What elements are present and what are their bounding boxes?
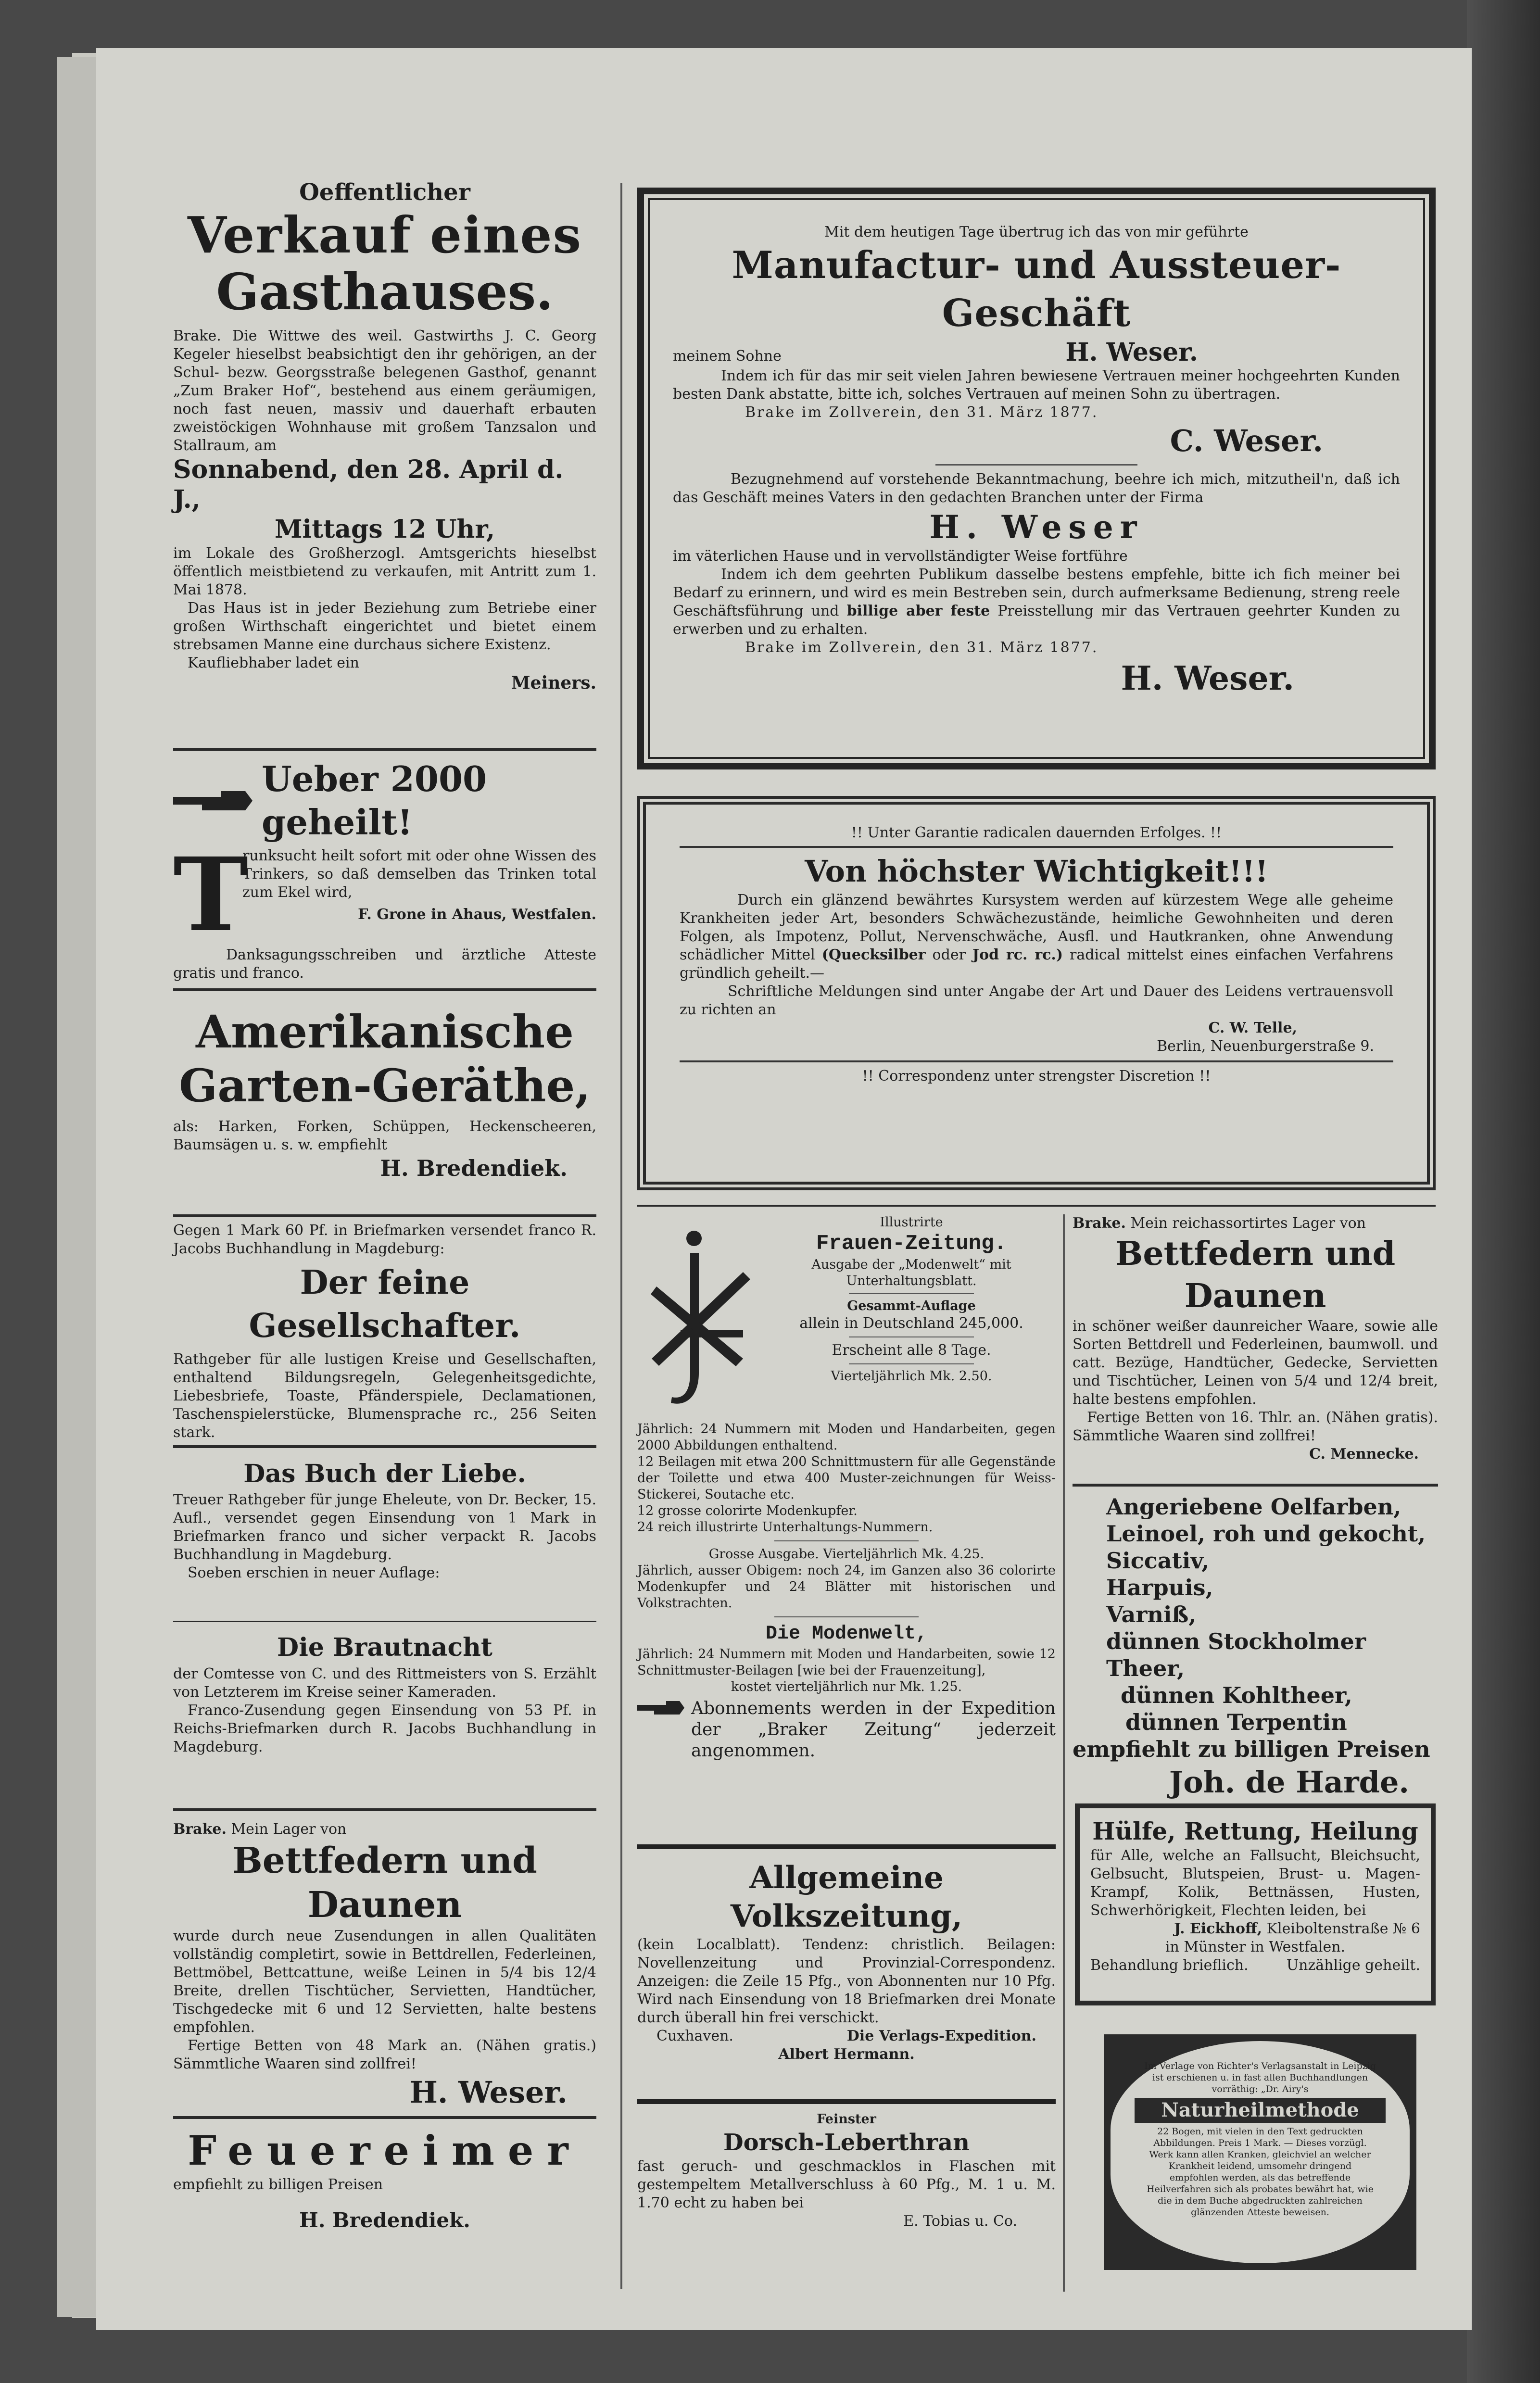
- ad-title: Gasthauses.: [216, 262, 554, 321]
- ad-body-part: Preisstellung mir das Vertrauen geehrter Kunden zu erwerben und zu erhalten.: [673, 603, 1401, 638]
- ad-brautnacht: [173, 1630, 596, 1799]
- product-item: Harpuis,: [1106, 1575, 1213, 1601]
- ad-place: Brake im Zollverein, den 31. März 1877.: [745, 639, 1098, 656]
- ad-body: 12 grosse colorirte Modenkupfer.: [637, 1503, 858, 1518]
- ad-kicker: Oeffentlicher: [299, 179, 470, 206]
- product-item: Varniß,: [1106, 1601, 1197, 1627]
- ad-signature: H. Weser.: [1121, 659, 1294, 698]
- divider-line: [849, 1336, 974, 1337]
- ad-kicker: Illustrirte: [880, 1215, 943, 1230]
- pointing-hand-icon: [637, 1698, 685, 1717]
- ad-body: in schöner weißer daunreicher Waare, sowie alle Sorten Bettdrell und Federleinen, baumwoll. und catt. Bezüge, Handtücher, Gedecke, Servietten und Tischtücher, Leinen von 5/4 und 12/4 breit, halte bestens empfohlen.: [1073, 1318, 1438, 1408]
- ad-date: Sonnabend, den 28. April d. J.,: [173, 455, 564, 514]
- ad-emphasis: Jod rc. rc.): [972, 946, 1063, 963]
- monogram-logo-icon: [637, 1214, 767, 1421]
- ad-body: (kein Localblatt). Tendenz: christlich. Beilagen: Novellenzeitung und Provinzial-Correspondenz. Anzeigen: die Zeile 15 Pfg., von Abonnenten nur 10 Pfg. Wird nach Einsendung von 18 Briefmarken drei Monate durch überall hin frei verschickt.: [637, 1936, 1056, 2026]
- ad-title: Amerikanische: [196, 1006, 574, 1059]
- product-item: Angeriebene Oelfarben,: [1106, 1494, 1401, 1520]
- ad-signature: Die Verlags-Expedition.: [846, 2028, 1036, 2044]
- ad-body-part: Durch ein glänzend bewährtes Kursystem werden auf kürzestem Wege alle geheime Krankheiten jeder Art, besonders Schwächezustände, heimliche Gewohnheiten und deren Folgen, als Impotenz, Pollut, Nervenschwäche, Ausfl. und Hautkranken, ohne Anwendung schädlicher Mittel: [680, 892, 1393, 963]
- ad-initial: T: [173, 835, 249, 954]
- ad-separator: [173, 1808, 596, 1811]
- ad-oval-frame: [1111, 2041, 1410, 2263]
- ad-body: Im Verlage von Richter's Verlagsanstalt in Leipzig ist erschienen u. in fast allen Buchhandlungen vorräthig: „Dr. Airy's: [1144, 2061, 1376, 2094]
- ad-feuereimer: [173, 2126, 596, 2270]
- ad-title: Manufactur- und Aussteuer-Geschäft: [732, 243, 1341, 335]
- ad-body-part: oder: [932, 946, 966, 963]
- product-item: dünnen Kohltheer,: [1121, 1682, 1352, 1708]
- divider-line: [849, 1363, 974, 1364]
- ad-time: Mittags 12 Uhr,: [274, 515, 495, 544]
- ad-gasthaus: [173, 178, 596, 755]
- ad-title: Bettfedern und Daunen: [232, 1840, 537, 1926]
- ad-emphasis: (Quecksilber: [821, 946, 926, 963]
- ad-separator: [1073, 1484, 1438, 1487]
- ad-body: Kaufliebhaber ladet ein: [188, 655, 359, 671]
- ad-body-part: radical mittelst eines einfachen Verfahrens gründlich geheilt.—: [680, 946, 1393, 982]
- divider-line: [849, 1293, 974, 1294]
- ad-trunksucht: [173, 757, 596, 983]
- ad-address: Kleiboltenstraße № 6: [1266, 1920, 1420, 1937]
- ad-title: Frauen-Zeitung.: [816, 1232, 1007, 1256]
- ad-body: Jährlich: 24 Nummern mit Moden und Handarbeiten, gegen 2000 Abbildungen enthaltend.: [637, 1422, 1056, 1453]
- ad-body: fast geruch- und geschmacklos in Flaschen mit gestempeltem Metallverschluss à 60 Pfg., M. 1 u. M. 1.70 echt zu haben bei: [637, 2158, 1056, 2211]
- ad-title: Verkauf eines: [187, 205, 582, 265]
- ad-intro: Mit dem heutigen Tage übertrug ich das von mir geführte: [824, 224, 1249, 240]
- pointing-hand-icon: [173, 786, 255, 815]
- ad-lead: Brake.: [173, 1821, 227, 1838]
- ad-eickhoff: [1075, 1803, 1436, 2005]
- ad-body: Abonnements werden in der Expedition der „Braker Zeitung“ jederzeit angenommen.: [691, 1699, 1056, 1761]
- ad-body: Das Haus ist in jeder Beziehung zum Betriebe einer großen Wirthschaft eingerichtet und bietet einem strebsamen Manne eine durchaus sichere Existenz.: [173, 600, 596, 653]
- ad-lead-text: Mein Lager von: [231, 1821, 347, 1838]
- ad-body: Danksagungsschreiben und ärztliche Atteste gratis und franco.: [173, 946, 596, 982]
- ad-separator: [173, 748, 596, 751]
- binding-shadow: [1467, 0, 1540, 2383]
- ad-signature: E. Tobias u. Co.: [903, 2213, 1017, 2230]
- divider-line: [774, 1616, 919, 1617]
- ad-body: Gesammt-Auflage: [847, 1299, 976, 1313]
- product-item: Siccativ,: [1106, 1548, 1210, 1574]
- ad-address-line: [1090, 1920, 1420, 1938]
- ad-son-name: H. Weser.: [1065, 338, 1198, 367]
- ad-address: Berlin, Neuenburgerstraße 9.: [1157, 1038, 1374, 1055]
- ad-bettfedern-weser: [173, 1820, 596, 2114]
- ad-body: 12 Beilagen mit etwa 200 Schnittmustern für alle Gegenstände der Toilette und etwa 400 Muster-zeichnungen für Weiss-Stickerei, Soutache etc.: [637, 1454, 1056, 1502]
- ad-buch-der-liebe: [173, 1457, 596, 1621]
- ad-volkszeitung: [637, 1844, 1056, 2104]
- ad-separator: [173, 1621, 596, 1622]
- ad-body: allein in Deutschland 245,000.: [799, 1315, 1023, 1332]
- ad-footer-line: !! Correspondenz unter strengster Discretion !!: [862, 1068, 1211, 1084]
- ad-lead: Brake.: [1073, 1215, 1126, 1232]
- ad-header-line: !! Unter Garantie radicalen dauernden Erfolges. !!: [851, 824, 1222, 841]
- ad-title: Naturheilmethode: [1135, 2098, 1386, 2123]
- ad-body: 24 reich illustrirte Unterhaltungs-Nummern.: [637, 1520, 933, 1535]
- ad-body: Franco-Zusendung gegen Einsendung von 53 Pf. in Reichs-Briefmarken durch R. Jacobs Buchhandlung in Magdeburg.: [173, 1702, 596, 1755]
- ad-signature: H. Bredendiek.: [380, 1155, 568, 1181]
- ad-gartengeraethe: [173, 1005, 596, 1207]
- product-item: Leinoel, roh und gekocht,: [1106, 1521, 1426, 1547]
- ad-lead-line: [173, 1820, 596, 1839]
- ad-body: wurde durch neue Zusendungen in allen Qualitäten vollständig completirt, sowie in Bettdrellen, Federleinen, Bettmöbel, Bettcattune, weiße Leinen in 5/4 bis 12/4 Breite, drellen Tischtücher, Servietten, Handtücher, Tischgedecke mit 6 und 12 Servietten, halte bestens empfohlen.: [173, 1928, 596, 2036]
- ad-title: Der feine Gesellschafter.: [249, 1263, 521, 1345]
- ad-address: F. Grone in Ahaus, Westfalen.: [358, 906, 596, 923]
- ad-de-harde: [1073, 1493, 1438, 1801]
- ad-body: Grosse Ausgabe. Vierteljährlich Mk. 4.25.: [708, 1547, 985, 1562]
- ad-body: für Alle, welche an Fallsucht, Bleichsucht, Gelbsucht, Blutspeien, Brust- u. Magen-Krampf, Kolik, Bettnässen, Husten, Schwerhörigkeit, Flechten leiden, bei: [1090, 1847, 1420, 1919]
- divider-line: [774, 1540, 919, 1541]
- ad-body: Brake. Die Wittwe des weil. Gastwirths J. C. Georg Kegeler hieselbst beabsichtigt den ihr gehörigen, an der Schul- bezw. Georgsstraße belegenen Gasthof, genannt „Zum Braker Hof“, bestehend aus einem geräumigen, noch fast neuen, massiv und dauerhaft erbauten zweistöckigen Wohnhause mit großem Tanzsalon und Stallraum, am: [173, 328, 596, 454]
- ad-body: Erscheint alle 8 Tage.: [832, 1342, 991, 1359]
- divider-line: [680, 1060, 1393, 1062]
- ad-body: Bezugnehmend auf vorstehende Bekanntmachung, beehre ich mich, mitzutheil'n, daß ich das Geschäft meines Vaters in den gedachten Branchen unter der Firma: [673, 471, 1400, 506]
- ad-body: kostet vierteljährlich nur Mk. 1.25.: [731, 1679, 962, 1694]
- ad-body: Ausgabe der „Modenwelt“ mit Unterhaltungsblatt.: [811, 1257, 1011, 1288]
- divider-line: [935, 464, 1137, 466]
- ad-title: Ueber 2000 geheilt!: [262, 758, 487, 843]
- divider-line: [680, 846, 1393, 848]
- ad-body-part: Indem ich dem geehrten Publikum dasselbe bestens empfehle, bitte ich fich meiner bei Bedarf zu erinnern, und wird es mein Bestreben sein, durch aufmerksame Bedienung, streng reele Geschäftsführung und: [673, 566, 1400, 619]
- ad-place: Brake im Zollverein, den 31. März 1877.: [745, 404, 1098, 421]
- newspaper-page: [96, 48, 1472, 2330]
- ad-dorsch-leberthran: [637, 2111, 1056, 2294]
- ad-body: Soeben erschien in neuer Auflage:: [188, 1564, 440, 1581]
- ad-body: Fertige Betten von 48 Mark an. (Nähen gratis.) Sämmtliche Waaren sind zollfrei!: [173, 2037, 596, 2072]
- ad-son-label: meinem Sohne: [673, 348, 782, 365]
- ad-footnote: Unzählige geheilt.: [1286, 1957, 1420, 1974]
- ad-separator: [637, 1205, 1436, 1207]
- ad-bettfedern-mennecke: [1073, 1214, 1438, 1484]
- ad-place: Cuxhaven.: [656, 2028, 733, 2044]
- ad-footnote: Behandlung brieflich.: [1090, 1957, 1249, 1974]
- ad-separator: [173, 988, 596, 991]
- ad-body: Jährlich, ausser Obigem: noch 24, im Ganzen also 36 colorirte Modenkupfer und 24 Blätter mit historischen und Volkstrachten.: [637, 1563, 1056, 1611]
- column-divider: [620, 183, 622, 2289]
- ad-firm: H. Weser: [929, 508, 1144, 546]
- ad-title: Die Brautnacht: [277, 1633, 492, 1662]
- ad-weser-box: [637, 188, 1436, 769]
- ad-title: Dorsch-Leberthran: [723, 2129, 970, 2156]
- ad-body: als: Harken, Forken, Schüppen, Heckenscheeren, Baumsägen u. s. w. empfiehlt: [173, 1118, 596, 1153]
- ad-body: Gegen 1 Mark 60 Pf. in Briefmarken versendet franco R. Jacobs Buchhandlung in Magdeburg:: [173, 1222, 596, 1257]
- ad-lead-text: Mein reichassortirtes Lager von: [1130, 1215, 1366, 1232]
- ad-body: im Lokale des Großherzogl. Amtsgerichts hieselbst öffentlich meistbietend zu verkaufen, mit Antritt zum 1. Mai 1878.: [173, 545, 596, 598]
- ad-body: runksucht heilt sofort mit oder ohne Wissen des Trinkers, so daß demselben das Trinken total zum Ekel wird,: [242, 847, 596, 901]
- ad-emphasis: billige aber feste: [846, 603, 990, 619]
- ad-body: im väterlichen Hause und in vervollständigter Weise fortführe: [673, 548, 1128, 565]
- ad-separator: [173, 2116, 596, 2119]
- ad-body: [673, 566, 1400, 639]
- ad-body: 22 Bogen, mit vielen in den Text gedruckten Abbildungen. Preis 1 Mark. — Dieses vorzügl. Werk kann allen Kranken, gleichviel an welcher Krankheit leidend, umsomehr dringend empfohlen werden, als das betreffende Heilverfahren sich als probates bewährt hat, wie die in dem Buche abgedruckten zahlreichen glänzenden Atteste beweisen.: [1147, 2126, 1374, 2218]
- ad-separator: [173, 1214, 596, 1217]
- ad-signature: Albert Hermann.: [778, 2046, 915, 2063]
- ad-title: Das Buch der Liebe.: [243, 1459, 526, 1488]
- product-item: dünnen Terpentin: [1125, 1709, 1347, 1735]
- ad-lead-line: [1073, 1214, 1438, 1233]
- ad-signature: C. Mennecke.: [1309, 1446, 1419, 1463]
- ad-body: Schriftliche Meldungen sind unter Angabe der Art und Dauer des Leidens vertrauensvoll zu richten an: [680, 983, 1393, 1018]
- ad-signature: H. Bredendiek.: [299, 2208, 470, 2232]
- ad-naturheilmethode: [1104, 2034, 1416, 2270]
- ad-title: Die Modenwelt,: [765, 1623, 928, 1645]
- ad-body: Fertige Betten von 16. Thlr. an. (Nähen gratis). Sämmtliche Waaren sind zollfrei!: [1073, 1409, 1438, 1444]
- ad-name: J. Eickhoff,: [1174, 1920, 1262, 1937]
- ad-body: Vierteljährlich Mk. 2.50.: [831, 1369, 992, 1384]
- ad-signature: Meiners.: [511, 673, 596, 693]
- ad-title: Garten-Geräthe,: [178, 1059, 591, 1112]
- product-item: dünnen Stockholmer Theer,: [1106, 1628, 1366, 1681]
- ad-body: der Comtesse von C. und des Rittmeisters von S. Erzählt von Letzterem im Kreise seiner Kameraden.: [173, 1665, 596, 1701]
- ad-body: Indem ich für das mir seit vielen Jahren bewiesene Vertrauen meiner hochgeehrten Kunden besten Dank abstatte, bitte ich, solches Vertrauen auf meinen Sohn zu übertragen.: [673, 367, 1400, 403]
- ad-title: Bettfedern und Daunen: [1115, 1235, 1396, 1315]
- ad-signature: C. Weser.: [1170, 423, 1323, 458]
- ad-title: Von höchster Wichtigkeit!!!: [805, 854, 1268, 889]
- ad-title: Feuereimer: [188, 2127, 582, 2174]
- ad-frauen-zeitung: [637, 1214, 1056, 1840]
- ad-city: in Münster in Westfalen.: [1165, 1939, 1346, 1955]
- product-list: [1073, 1493, 1438, 1736]
- ad-telle-box: [637, 796, 1436, 1190]
- ad-name: C. W. Telle,: [1208, 1020, 1297, 1036]
- ad-kicker: Feinster: [817, 2112, 876, 2127]
- ad-signature: Joh. de Harde.: [1169, 1765, 1409, 1800]
- ad-body: [680, 891, 1393, 983]
- ad-signature: H. Weser.: [409, 2075, 568, 2110]
- ad-body: empfiehlt zu billigen Preisen: [1073, 1736, 1430, 1762]
- ad-body: Jährlich: 24 Nummern mit Moden und Handarbeiten, sowie 12 Schnittmuster-Beilagen [wie bei der Frauenzeitung],: [637, 1647, 1056, 1678]
- ad-gesellschafter: [173, 1222, 596, 1441]
- ad-title: Hülfe, Rettung, Heilung: [1092, 1817, 1418, 1845]
- ad-body: Rathgeber für alle lustigen Kreise und Gesellschaften, enthaltend Bildungsregeln, Gelegenheitsgedichte, Liebesbriefe, Toaste, Pfänderspiele, Declamationen, Taschenspielerstücke, Blumensprache rc., 256 Seiten stark.: [173, 1351, 596, 1441]
- ad-separator: [173, 1445, 596, 1448]
- column-divider: [1063, 1214, 1065, 2292]
- ad-title: Allgemeine Volkszeitung,: [730, 1860, 963, 1934]
- ad-body: empfiehlt zu billigen Preisen: [173, 2176, 383, 2193]
- ad-body: Treuer Rathgeber für junge Eheleute, von Dr. Becker, 15. Aufl., versendet gegen Einsendung von 1 Mark in Briefmarken franco und sicher verpackt R. Jacobs Buchhandlung in Magdeburg.: [173, 1491, 596, 1563]
- page-stack-edge-outer: [57, 57, 101, 2317]
